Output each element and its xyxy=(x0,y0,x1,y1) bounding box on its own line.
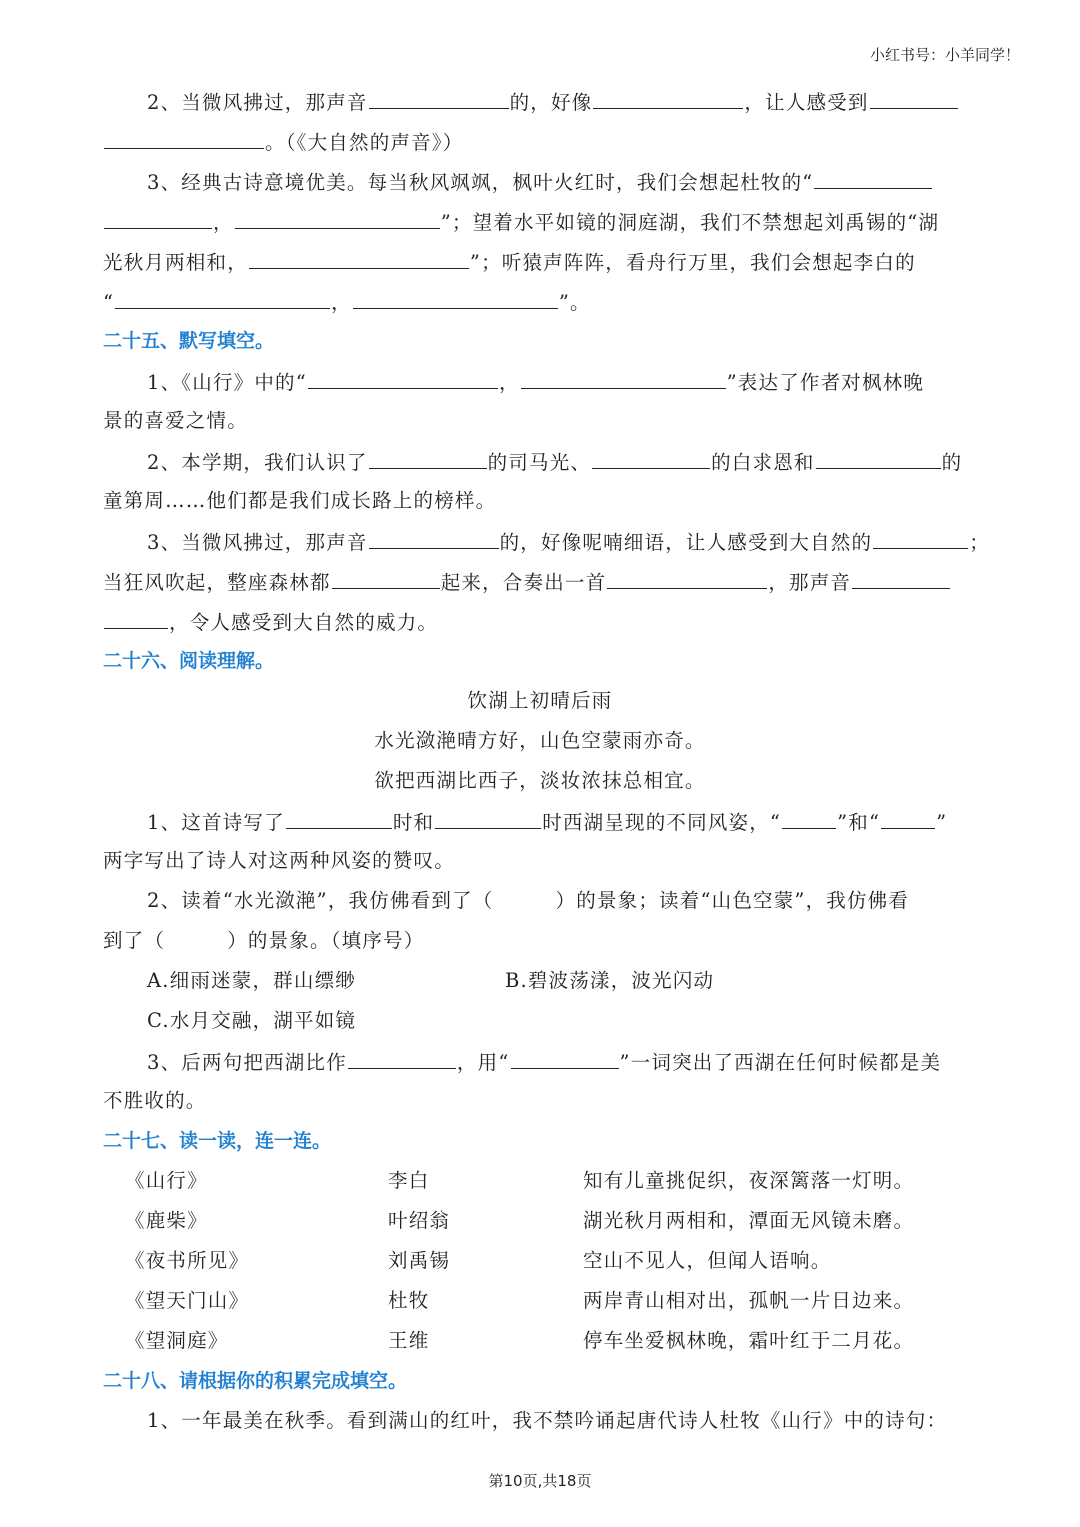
text: 的，好像 xyxy=(509,91,593,114)
poet-item[interactable]: 李白 xyxy=(388,1169,430,1192)
text: ，让人感受到 xyxy=(744,91,869,114)
section-heading: 二十八、请根据你的积累完成填空。 xyxy=(103,1370,408,1392)
text: 3、当微风拂过，那声音 xyxy=(147,531,368,554)
poet-item[interactable]: 杜牧 xyxy=(388,1289,430,1312)
text-line xyxy=(103,206,977,236)
text: 1、《山行》中的“ xyxy=(147,371,307,394)
text-line xyxy=(147,446,977,476)
blank[interactable] xyxy=(348,1046,456,1069)
text-line xyxy=(147,1046,977,1076)
text: 的，好像呢喃细语，让人感受到大自然的 xyxy=(499,531,873,554)
text: 2、本学期，我们认识了 xyxy=(147,451,368,474)
text: 的司马光、 xyxy=(487,451,592,474)
text: ，那声音 xyxy=(768,571,852,594)
blank[interactable] xyxy=(249,246,469,269)
text: ，用“ xyxy=(456,1051,510,1074)
text: “ xyxy=(103,291,115,314)
blank[interactable] xyxy=(332,566,440,589)
blank[interactable] xyxy=(592,446,710,469)
blank[interactable] xyxy=(435,806,541,829)
text-line xyxy=(103,566,977,596)
text: ”。 xyxy=(558,291,591,314)
text-line: 童第周……他们都是我们成长路上的榜样。 xyxy=(103,489,497,512)
text-line: 两字写出了诗人对这两种风姿的赞叹。 xyxy=(103,849,455,872)
page-number: 第10页,共18页 xyxy=(488,1472,592,1490)
text: 1、这首诗写了 xyxy=(147,811,285,834)
blank[interactable] xyxy=(873,526,968,549)
blank[interactable] xyxy=(782,806,836,829)
poet-item[interactable]: 刘禹锡 xyxy=(388,1249,451,1272)
blank[interactable] xyxy=(881,806,935,829)
text-line: 景的喜爱之情。 xyxy=(103,409,248,432)
text: 光秋月两相和， xyxy=(103,251,248,274)
text-line xyxy=(147,366,977,396)
text-line xyxy=(103,126,977,156)
verse-item[interactable]: 知有儿童挑促织，夜深篱落一灯明。 xyxy=(583,1169,915,1192)
text-line xyxy=(103,606,977,636)
blank[interactable] xyxy=(235,206,440,229)
blank[interactable] xyxy=(369,446,487,469)
blank[interactable] xyxy=(369,526,499,549)
text-line xyxy=(103,286,977,316)
blank[interactable] xyxy=(104,606,168,629)
option-c: C.水月交融，湖平如镜 xyxy=(147,1009,357,1032)
poem-title-item[interactable]: 《鹿柴》 xyxy=(125,1209,208,1232)
verse-item[interactable]: 停车坐爱枫林晚，霜叶红于二月花。 xyxy=(583,1329,915,1352)
text-line: 1、一年最美在秋季。看到满山的红叶，我不禁吟诵起唐代诗人杜牧《山行》中的诗句： xyxy=(147,1409,948,1432)
section-heading: 二十六、阅读理解。 xyxy=(103,650,275,672)
text: ”表达了作者对枫林晚 xyxy=(726,371,925,394)
blank[interactable] xyxy=(353,286,558,309)
blank[interactable] xyxy=(104,206,212,229)
text-line xyxy=(147,86,977,116)
text: 3、后两句把西湖比作 xyxy=(147,1051,347,1074)
text: ， xyxy=(498,371,520,394)
text: 。（《大自然的声音》） xyxy=(265,131,464,154)
poem-title-item[interactable]: 《望洞庭》 xyxy=(125,1329,229,1352)
text-line: 2、读着“水光潋滟”，我仿佛看到了（ ）的景象；读着“山色空蒙”，我仿佛看 xyxy=(147,889,910,912)
poem-line: 欲把西湖比西子，淡妆浓抹总相宜。 xyxy=(374,769,706,792)
text: ”一词突出了西湖在任何时候都是美 xyxy=(619,1051,942,1074)
text: 2、当微风拂过，那声音 xyxy=(147,91,368,114)
poet-item[interactable]: 王维 xyxy=(388,1329,430,1352)
blank[interactable] xyxy=(814,166,932,189)
blank[interactable] xyxy=(104,126,264,149)
option-a: A.细雨迷蒙，群山缥缈 xyxy=(147,969,356,992)
poem-title-item[interactable]: 《夜书所见》 xyxy=(125,1249,250,1272)
text: ” xyxy=(936,811,948,834)
blank[interactable] xyxy=(816,446,941,469)
text-line xyxy=(147,166,977,196)
text-line: 不胜收的。 xyxy=(103,1089,207,1112)
poem-title-item[interactable]: 《望天门山》 xyxy=(125,1289,250,1312)
text-line xyxy=(147,806,977,836)
option-b: B.碧波荡漾，波光闪动 xyxy=(505,969,715,992)
verse-item[interactable]: 空山不见人，但闻人语响。 xyxy=(583,1249,832,1272)
blank[interactable] xyxy=(593,86,743,109)
text: 当狂风吹起，整座森林都 xyxy=(103,571,331,594)
verse-item[interactable]: 湖光秋月两相和，潭面无风镜未磨。 xyxy=(583,1209,915,1232)
poem-line: 水光潋滟晴方好，山色空蒙雨亦奇。 xyxy=(374,729,706,752)
text: 的 xyxy=(941,451,963,474)
verse-item[interactable]: 两岸青山相对出，孤帆一片日边来。 xyxy=(583,1289,915,1312)
text: ”；听猿声阵阵，看舟行万里，我们会想起李白的 xyxy=(469,251,916,274)
blank[interactable] xyxy=(115,286,330,309)
text: ”和“ xyxy=(837,811,881,834)
text-line xyxy=(103,246,977,276)
text-line xyxy=(147,526,990,556)
text: ， xyxy=(213,211,234,234)
text: 起来，合奏出一首 xyxy=(440,571,607,594)
blank[interactable] xyxy=(870,86,958,109)
section-heading: 二十七、读一读，连一连。 xyxy=(103,1130,332,1152)
poem-title: 饮湖上初晴后雨 xyxy=(467,689,613,712)
blank[interactable] xyxy=(511,1046,619,1069)
text: ，令人感受到大自然的威力。 xyxy=(169,611,439,634)
poem-title-item[interactable]: 《山行》 xyxy=(125,1169,208,1192)
text: ， xyxy=(331,291,352,314)
blank[interactable] xyxy=(369,86,509,109)
text: 3、经典古诗意境优美。每当秋风飒飒，枫叶火红时，我们会想起杜牧的“ xyxy=(147,171,814,194)
poet-item[interactable]: 叶绍翁 xyxy=(388,1209,451,1232)
section-heading: 二十五、默写填空。 xyxy=(103,330,275,352)
blank[interactable] xyxy=(308,366,498,389)
blank[interactable] xyxy=(607,566,767,589)
text: 的白求恩和 xyxy=(711,451,815,474)
blank[interactable] xyxy=(852,566,950,589)
blank[interactable] xyxy=(286,806,392,829)
page-header: 小红书号：小羊同学！ xyxy=(869,46,1020,64)
text: ”；望着水平如镜的洞庭湖，我们不禁想起刘禹锡的“湖 xyxy=(440,211,940,234)
text: 时和 xyxy=(392,811,435,834)
text: 时西湖呈现的不同风姿，“ xyxy=(542,811,782,834)
text: ； xyxy=(969,531,990,554)
text-line: 到了（ ）的景象。（填序号） xyxy=(103,929,425,952)
blank[interactable] xyxy=(521,366,726,389)
